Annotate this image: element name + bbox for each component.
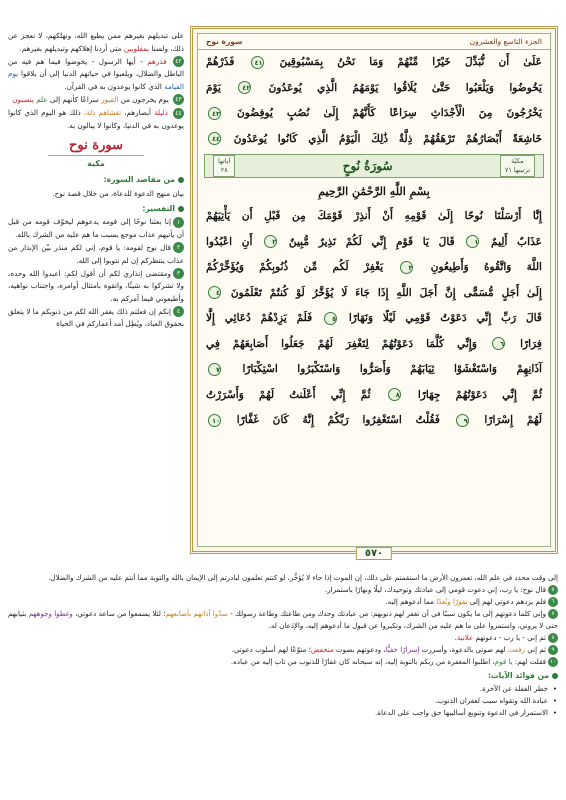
tafsir-paragraph: ٨ثم إني - يا رب - دعوتهم علانية.	[8, 632, 558, 644]
tafsir-paragraph: ٥قال نوح: يا رب، إني دعوت قومي إلى عبادتك وتوحيدك، ليلًا ونهارًا باستمرار.	[8, 584, 558, 596]
ayah-line: لَهُمْ إِسْرَارًا ٩ فَقُلْتُ اسْتَغْفِرُوا رَبَّكُمْ إِنَّهُ كَانَ غَفَّارًا ١٠	[198, 408, 550, 434]
verse-number-badge: ٤٣	[173, 94, 184, 105]
highlight-term: يوم القيامة	[8, 69, 184, 91]
surah-info-right: مكيّة ترتيبها ٧١	[500, 155, 535, 177]
surah-info-left: آياتها ٢٨	[213, 155, 235, 177]
list-item: • الاستمرار في الدعوة وتنويع أساليبها حق واجب على الدعاة.	[8, 707, 558, 719]
mushaf-inner	[197, 33, 551, 559]
tafsir-paragraph: ٩ثم إني رفعت لهم صوتي بالدعوة، وأسررت إسرارًا خفيًّا، ودعوتهم بصوت منخفض؛ منوّعًا لهم أسلوب دعوتي.	[8, 644, 558, 656]
ayah-number-marker: ١	[466, 235, 479, 248]
ayah-line: خَاشِعَةً أَبْصَارُهُمْ تَرْهَقُهُمْ ذِلَّةٌ ذَٰلِكَ الْيَوْمُ الَّذِي كَانُوا يُوعَدُونَ ٤٤	[198, 127, 550, 153]
ayah-number-marker: ٧	[208, 363, 221, 376]
surah-title-ornament: سورة نوح	[48, 140, 144, 156]
tafsir-heading: التفسير:	[8, 203, 184, 216]
verse-number-badge: ٤٤	[173, 108, 184, 119]
list-item: • عبادة الله وتقواه سبب لغفران الذنوب.	[8, 695, 558, 707]
highlight-term: رفعت	[507, 645, 525, 654]
makkiya-label: مكية	[87, 158, 105, 168]
ayah-number-marker: ٤١	[251, 56, 264, 69]
page-number: ٥٧٠	[356, 547, 392, 560]
mushaf-page-frame	[190, 26, 558, 559]
ayah-number-marker: ٤٢	[238, 81, 251, 94]
verse-number-badge: ٥	[548, 585, 558, 595]
ayah-number-marker: ٢	[264, 235, 277, 248]
ayah-line: إِلَىٰ أَجَلٍ مُّسَمًّى إِنَّ أَجَلَ اللَّهِ إِذَا جَاءَ لَا يُؤَخَّرُ لَوْ كُنتُمْ تَعْلَمُونَ ٤	[198, 281, 550, 307]
maqasid-text: بيان منهج الدعوة للدعاة، من خلال قصة نوح.	[52, 189, 184, 199]
ayah-line: يَخْرُجُونَ مِنَ الْأَجْدَاثِ سِرَاعًا كَأَنَّهُمْ إِلَىٰ نُصُبٍ يُوفِضُونَ ٤٣	[198, 101, 550, 127]
tafsir-paragraph: ١إنا بعثنا نوحًا إلى قومه يدعوهم ليخوّف قومه من قبل أن يأتيهم عذاب موجع بسبب ما هم عليه من الشرك بالله.	[8, 217, 184, 239]
tafsir-paragraph: ٦فلم يزدهم دعوتي لهم إلى نفورًا وبُعدًا مما أدعوهم إليه.	[8, 596, 558, 608]
mushaf-header	[198, 34, 550, 50]
highlight-term: بمغلوبين	[123, 43, 150, 53]
highlight-term: القبور	[101, 94, 119, 104]
ayah-number-marker: ٣	[400, 261, 413, 274]
tafsir-paragraph: ٢قال نوح لقومه: يا قوم، إني لكم منذر بيّن الإنذار من عذاب ينتظركم إن لم تتوبوا إلى الله.	[8, 242, 184, 265]
verse-number-badge: ٤	[173, 306, 184, 317]
tafsir-paragraph: ٤إنكم إن فعلتم ذلك يغفر الله لكم من ذنوبكم ما لا يتعلق بحقوق العباد، ويُطِل أمد أعماركم في الحياة	[8, 306, 184, 329]
ayah-line: قَالَ رَبِّ إِنِّي دَعَوْتُ قَوْمِي لَيْلًا وَنَهَارًا ٥ فَلَمْ يَزِدْهُمْ دُعَائِي إِلَّا	[206, 312, 542, 324]
ayah-number-marker: ١٠	[208, 414, 221, 427]
ayah-number-marker: ٤٤	[208, 132, 221, 145]
tafsir-paragraph: ١٠فقلت لهم: يا قوم، اطلبوا المغفرة من ربكم بالتوبة إليه، إنه سبحانه كان غفارًا للذنوب من تاب إليه من عباده.	[230, 657, 556, 666]
verse-number-badge: ٤٢	[173, 56, 184, 67]
ayah-number-marker: ٦	[492, 337, 505, 350]
ayah-number-marker: ٤٣	[208, 107, 221, 120]
fawaid-list	[8, 683, 558, 719]
ayah-line: عَذَابٌ أَلِيمٌ ١ قَالَ يَا قَوْمِ إِنِّي لَكُمْ نَذِيرٌ مُّبِينٌ ٢ أَنِ اعْبُدُوا	[206, 235, 542, 248]
header-surah-name: سورة نوح	[206, 37, 243, 46]
tafsir-paragraph: ٤٢ فذرهم - أيها الرسول - يخوضوا فيما هم فيه من الباطل والضلال، ويلعبوا في حياتهم الدنيا إلى أن يلاقوا يوم القيامة الذي كانوا يوعدون به في القرآن.	[8, 56, 184, 91]
verse-number-badge: ٧	[548, 609, 558, 619]
tafsir-paragraph: ٤٣ يوم يخرجون من القبور سراعًا كأنهم إلى علم ينصبون	[8, 94, 184, 107]
highlight-term: وغطوا وجوههم	[28, 609, 73, 618]
ayah-line: آذَانِهِمْ وَاسْتَغْشَوْا ثِيَابَهُمْ وَأَصَرُّوا وَاسْتَكْبَرُوا اسْتِكْبَارًا ٧	[198, 357, 550, 383]
ayah-line: اللَّهَ وَاتَّقُوهُ وَأَطِيعُونِ ٣ يَغْفِرْ لَكُم مِّن ذُنُوبِكُمْ وَيُؤَخِّرْكُمْ	[206, 261, 542, 273]
verse-number-badge: ٨	[548, 633, 558, 643]
tafsir-paragraph: ٣ومقتضی إنذاري لكم أن أقول لكم: اعبدوا الله وحده، ولا تشركوا به شيئًا، واتقوه بامتثال أوامره، واجتناب نواهيه، وأطيعوني فيما آمركم به.	[8, 268, 184, 303]
ayah-line: عَلَىٰ أَن نُّبَدِّلَ خَيْرًا مِّنْهُمْ وَمَا نَحْنُ بِمَسْبُوقِينَ ٤١ فَذَرْهُمْ	[206, 56, 542, 68]
list-item: • خطر الغفلة عن الآخرة.	[8, 683, 558, 695]
highlight-term: منخفض	[310, 645, 334, 654]
highlight-term: سدّوا آذانهم بأصابعهم	[165, 609, 228, 618]
ayah-line: يَخُوضُوا وَيَلْعَبُوا حَتَّىٰ يُلَاقُوا يَوْمَهُمُ الَّذِي يُوعَدُونَ ٤٢ يَوْمَ	[206, 81, 542, 94]
highlight-term: إسرارًا خفيًّا	[385, 645, 420, 654]
highlight-term: تغشاهم ذلة،	[83, 108, 122, 118]
tafsir-paragraph: علی تبدیلهم بغیرهم ممن یطیع الله، ونهلکهم، لا نعجز عن ذلك، ولسنا بمغلوبين متی أردنا إهلاكهم وتبدیلهم بغیرهم.	[8, 31, 184, 53]
tafsir-column	[8, 30, 184, 550]
tafsir-paragraph: ٧وإني كلما دعوتهم إلى ما يكون سببًا في أن تغفر لهم ذنوبهم: من عبادتك وحدك ومن طاعتك وطاعة رسولك - سدّوا آذانهم بأصابعهم؛ لئلا يسمعوا من ساعة دعوتي، وغطوا وجوههم بثيابهم حتى لا يروني، واستمروا على ما هم عليه من الشرك، وتكبروا عن قبول ما أدعوهم إليه، والإذعان له.	[8, 609, 558, 630]
bullet-dot-icon	[178, 177, 184, 183]
ayah-number-marker: ٥	[324, 312, 337, 325]
ayah-line: إِنَّا أَرْسَلْنَا نُوحًا إِلَىٰ قَوْمِهِ أَنْ أَنذِرْ قَوْمَكَ مِن قَبْلِ أَن يَأْتِيَهُمْ	[206, 210, 542, 222]
highlight-term: علم	[36, 94, 48, 104]
juz-label: الجزء التاسع والعشرون	[469, 37, 542, 46]
verse-number-badge: ٩	[548, 645, 558, 655]
highlight-term: علانية	[456, 633, 474, 642]
verse-number-badge: ٦	[548, 597, 558, 607]
verse-number-badge: ٣	[173, 268, 184, 279]
bullet-dot-icon	[178, 206, 184, 212]
surah-banner	[204, 154, 544, 178]
ayah-number-marker: ٩	[456, 414, 469, 427]
highlight-term: يا قوم	[494, 657, 513, 666]
basmala: بِسْمِ اللَّهِ الرَّحْمَٰنِ الرَّحِيمِ	[318, 185, 430, 198]
surah-banner-title: سُورَةُ نُوحٍ	[342, 159, 393, 173]
verse-number-badge: ٢	[173, 242, 184, 253]
tafsir-paragraph: إلى وقت محدد في علم الله، تعمرون الأرض ما استقمتم على ذلك، إن الموت إذا جاء لا يُؤخَّر، لو كنتم تعلمون لبادرتم إلى الإيمان بالله والتوبة مما أنتم عليه من الشرك والضلال.	[48, 573, 558, 582]
tafsir-paragraph: ٤٤ ذليلة أبصارهم، تغشاهم ذلة، ذلك هو اليوم الذي كانوا يوعدون به في الدنيا، وكانوا لا يبالون به.	[8, 108, 184, 130]
maqasid-heading: من مقاصد السورة:	[8, 174, 184, 187]
fawaid-heading: من فوائد الآيات:	[8, 670, 558, 682]
ayah-number-marker: ٤	[208, 286, 221, 299]
bullet-dot-icon	[552, 673, 558, 679]
highlight-term: ذليلة	[154, 108, 168, 118]
highlight-term: فذرهم	[147, 56, 167, 66]
ayah-number-marker: ٨	[388, 388, 401, 401]
highlight-term: نفورًا وبُعدًا	[436, 597, 468, 606]
ayah-line: فِرَارًا ٦ وَإِنِّي كُلَّمَا دَعَوْتُهُمْ لِتَغْفِرَ لَهُمْ جَعَلُوا أَصَابِعَهُمْ فِي	[206, 337, 542, 350]
ayah-line: ثُمَّ إِنِّي دَعَوْتُهُمْ جِهَارًا ٨ ثُمَّ إِنِّي أَعْلَنتُ لَهُمْ وَأَسْرَرْتُ	[206, 388, 542, 401]
verse-number-badge: ١	[173, 217, 184, 228]
verse-number-badge: ١٠	[549, 659, 556, 665]
bottom-tafsir	[8, 572, 558, 719]
